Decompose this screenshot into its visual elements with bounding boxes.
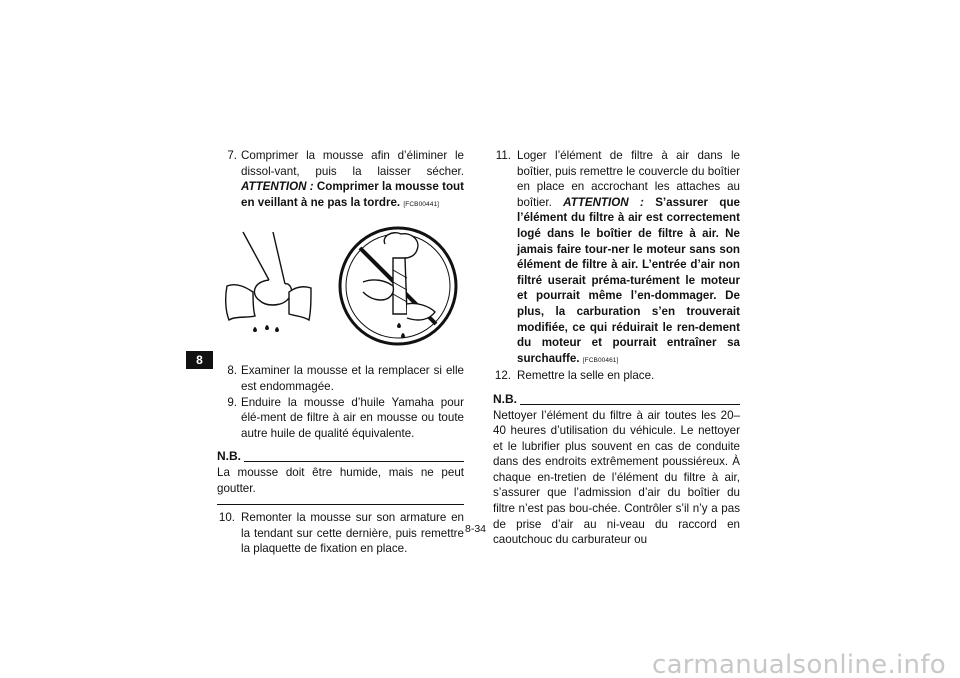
reference-code: [FCB00441] bbox=[403, 200, 440, 208]
note-header bbox=[217, 449, 464, 465]
attention-text: Comprimer la mousse tout en veillant à ne pas la tordre. bbox=[241, 180, 464, 209]
foam-squeeze-illustration bbox=[217, 222, 464, 357]
note-end-rule bbox=[217, 504, 464, 505]
note-text: La mousse doit être humide, mais ne peut goutter. bbox=[217, 465, 464, 495]
note-header bbox=[493, 392, 740, 408]
squeeze-foam-hand-icon bbox=[223, 230, 313, 348]
step-text: Remonter la mousse sur son armature en la tendant sur cette dernière, puis remettre la plaquette de fixation en place. bbox=[241, 511, 464, 556]
step-number: 7. bbox=[227, 149, 237, 162]
attention-text: S’assurer que l’élément du filtre à air est correctement logé dans le boîtier de filtre à air. Ne jamais faire tour-ner le moteur sans son élément de filtre à air. L’entrée d’air non filtré userait préma-turément le moteur et pourrait même l’en-dommager. De plus, la carburation s’en trouverait modifiée, ce qui réduirait le ren-dement du moteur et pourrait entraîner sa surchauffe. bbox=[517, 195, 740, 365]
step-number: 11. bbox=[495, 149, 511, 162]
step-12 bbox=[493, 368, 740, 384]
chapter-tab: 8 bbox=[186, 351, 213, 369]
attention-label: ATTENTION : bbox=[563, 195, 644, 209]
step-text: Enduire la mousse d’huile Yamaha pour élé-ment de filtre à air en mousse ou toute autre huile de qualité équivalente. bbox=[241, 395, 464, 440]
left-column bbox=[217, 148, 464, 557]
step-number: 12. bbox=[494, 369, 511, 383]
step-text: Comprimer la mousse afin d’éliminer le dissol-vant, puis la laisser sécher. bbox=[241, 149, 464, 178]
step-9 bbox=[217, 395, 464, 442]
step-7 bbox=[217, 148, 464, 212]
step-text: Examiner la mousse et la remplacer si elle est endommagée. bbox=[241, 364, 464, 393]
step-number: 9. bbox=[227, 395, 237, 409]
watermark: carmanualsonline.info bbox=[651, 650, 946, 678]
page-number: 8-34 bbox=[465, 523, 487, 535]
right-column bbox=[493, 148, 740, 548]
attention-label: ATTENTION : bbox=[241, 180, 314, 194]
step-text: Loger l’élément de filtre à air dans le boîtier, puis remettre le couvercle du boîtier en place en accrochant les attaches au boîtier. bbox=[517, 149, 740, 209]
step-10 bbox=[217, 510, 464, 557]
reference-code: [FCB00461] bbox=[582, 356, 619, 364]
step-text: Remettre la selle en place. bbox=[517, 369, 655, 383]
no-twisting-icon bbox=[335, 222, 461, 350]
step-number: 10. bbox=[218, 511, 235, 525]
note-rule bbox=[520, 404, 740, 405]
note-label: N.B. bbox=[493, 391, 517, 406]
step-number: 8. bbox=[227, 364, 237, 378]
step-11 bbox=[493, 148, 740, 368]
step-8 bbox=[217, 363, 464, 394]
note-rule bbox=[244, 461, 464, 462]
note-text: Nettoyer l’élément du filtre à air toutes les 20–40 heures d’utilisation du véhicule. Le nettoyer et le lubrifier plus souvent en cas de conduite dans des endroits extrêmement poussiéreux. À chaque en-tretien de l’élément du filtre à air, s’assurer que l’admission d’air du boîtier du filtre n’est pas bou-chée. Contrôler s’il n’y a pas de prise d’air au ni-veau du raccord en caoutchouc du carburateur ou bbox=[493, 408, 740, 547]
note-label: N.B. bbox=[217, 449, 241, 464]
